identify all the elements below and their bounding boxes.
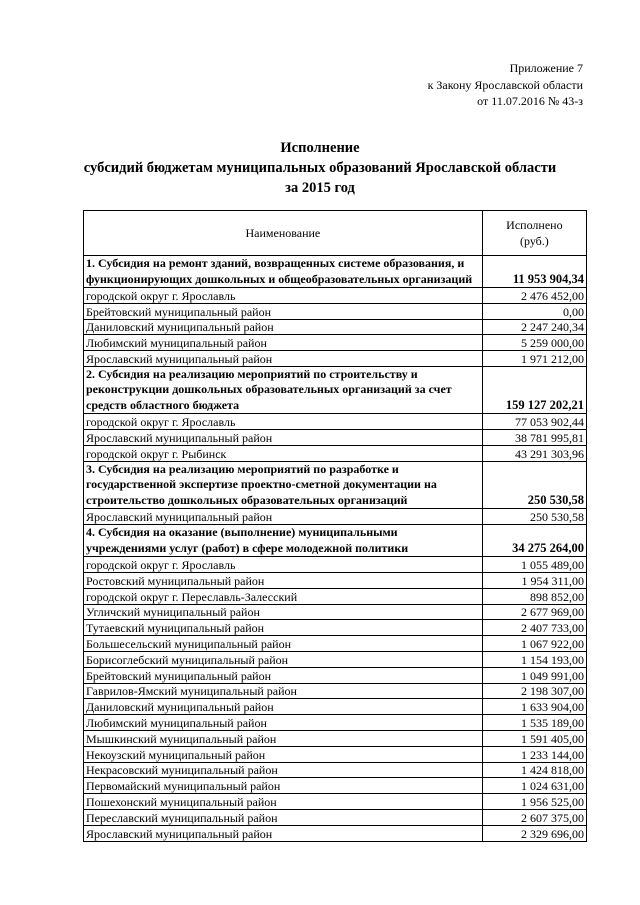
row-amount: 0,00 — [482, 303, 586, 319]
table-row — [84, 715, 587, 731]
row-name: Любимский муниципальный район — [84, 715, 483, 731]
table-row — [84, 319, 587, 335]
section-title: 3. Субсидия на реализацию мероприятий по разработке и государственной экспертизе проектно-сметной документации на строительство дошкольных образовательных организаций — [84, 461, 483, 509]
table-row — [84, 762, 587, 778]
table-row — [84, 446, 587, 462]
row-name: Борисоглебский муниципальный район — [84, 651, 483, 667]
row-amount: 38 781 995,81 — [482, 430, 586, 446]
row-name: Даниловский муниципальный район — [84, 319, 483, 335]
row-name: Угличский муниципальный район — [84, 604, 483, 620]
section-total: 250 530,58 — [482, 461, 586, 509]
row-amount: 1 233 144,00 — [482, 746, 586, 762]
section-row — [84, 525, 587, 557]
title-line: за 2015 год — [285, 180, 355, 196]
row-name: городской округ г. Ярославль — [84, 288, 483, 304]
row-amount: 1 954 311,00 — [482, 572, 586, 588]
row-amount: 1 154 193,00 — [482, 651, 586, 667]
header-name-cell: Наименование — [84, 211, 483, 256]
table-row — [84, 794, 587, 810]
row-name: Гаврилов-Ямский муниципальный район — [84, 683, 483, 699]
row-amount: 2 407 733,00 — [482, 620, 586, 636]
table-row — [84, 604, 587, 620]
section-total: 159 127 202,21 — [482, 366, 586, 414]
table-row — [84, 825, 587, 841]
table-row — [84, 699, 587, 715]
section-title: 1. Субсидия на ремонт зданий, возвращенных системе образования, и функционирующих дошкольных и общеобразовательных организаций — [84, 256, 483, 288]
row-name: Брейтовский муниципальный район — [84, 667, 483, 683]
row-name: городской округ г. Ярославль — [84, 414, 483, 430]
row-amount: 2 607 375,00 — [482, 809, 586, 825]
table-row — [84, 572, 587, 588]
row-amount: 43 291 303,96 — [482, 446, 586, 462]
row-name: Брейтовский муниципальный район — [84, 303, 483, 319]
appendix-block — [428, 60, 583, 110]
row-amount: 2 476 452,00 — [482, 288, 586, 304]
table-row — [84, 809, 587, 825]
row-amount: 1 535 189,00 — [482, 715, 586, 731]
row-name: Ярославский муниципальный район — [84, 825, 483, 841]
section-row — [84, 366, 587, 414]
section-row — [84, 461, 587, 509]
row-name: городской округ г. Ярославль — [84, 557, 483, 573]
title-line: Исполнение — [280, 140, 360, 156]
appendix-line: Приложение 7 — [509, 61, 583, 75]
table-row — [84, 636, 587, 652]
table-row — [84, 288, 587, 304]
header-amount-line: (руб.) — [520, 234, 549, 248]
row-amount: 2 329 696,00 — [482, 825, 586, 841]
table-row — [84, 620, 587, 636]
section-title: 4. Субсидия на оказание (выполнение) муниципальными учреждениями услуг (работ) в сфере молодежной политики — [84, 525, 483, 557]
table-row — [84, 746, 587, 762]
table-row — [84, 588, 587, 604]
row-amount: 2 247 240,34 — [482, 319, 586, 335]
row-amount: 1 424 818,00 — [482, 762, 586, 778]
row-amount: 1 971 212,00 — [482, 351, 586, 367]
appendix-line: от 11.07.2016 № 43-з — [477, 94, 583, 108]
header-amount-cell — [482, 211, 586, 256]
table-row — [84, 778, 587, 794]
row-name: городской округ г. Переславль-Залесский — [84, 588, 483, 604]
row-name: Ярославский муниципальный район — [84, 509, 483, 525]
table-row — [84, 335, 587, 351]
row-name: Любимский муниципальный район — [84, 335, 483, 351]
table-row — [84, 730, 587, 746]
row-name: городской округ г. Рыбинск — [84, 446, 483, 462]
document-title — [0, 138, 640, 198]
row-amount: 1 633 904,00 — [482, 699, 586, 715]
row-name: Даниловский муниципальный район — [84, 699, 483, 715]
row-amount: 5 259 000,00 — [482, 335, 586, 351]
table-row — [84, 414, 587, 430]
table-header-row — [84, 211, 587, 256]
subsidies-table — [83, 210, 587, 842]
row-name: Тутаевский муниципальный район — [84, 620, 483, 636]
row-amount: 1 591 405,00 — [482, 730, 586, 746]
row-amount: 1 024 631,00 — [482, 778, 586, 794]
header-amount-line: Исполнено — [506, 218, 563, 232]
table-row — [84, 351, 587, 367]
section-total: 34 275 264,00 — [482, 525, 586, 557]
table-row — [84, 303, 587, 319]
row-name: Мышкинский муниципальный район — [84, 730, 483, 746]
table-row — [84, 667, 587, 683]
row-amount: 1 049 991,00 — [482, 667, 586, 683]
row-amount: 77 053 902,44 — [482, 414, 586, 430]
row-amount: 1 067 922,00 — [482, 636, 586, 652]
row-name: Ярославский муниципальный район — [84, 430, 483, 446]
table-row — [84, 509, 587, 525]
section-total: 11 953 904,34 — [482, 256, 586, 288]
row-name: Переславский муниципальный район — [84, 809, 483, 825]
row-name: Ярославский муниципальный район — [84, 351, 483, 367]
row-amount: 1 055 489,00 — [482, 557, 586, 573]
section-title: 2. Субсидия на реализацию мероприятий по строительству и реконструкции дошкольных образовательных организаций за счет средств областного бюджета — [84, 366, 483, 414]
appendix-line: к Закону Ярославской области — [427, 77, 583, 92]
table-row — [84, 557, 587, 573]
row-amount: 250 530,58 — [482, 509, 586, 525]
row-name: Ростовский муниципальный район — [84, 572, 483, 588]
table-row — [84, 651, 587, 667]
row-amount: 2 198 307,00 — [482, 683, 586, 699]
row-amount: 898 852,00 — [482, 588, 586, 604]
row-name: Некоузский муниципальный район — [84, 746, 483, 762]
row-amount: 1 956 525,00 — [482, 794, 586, 810]
section-row — [84, 256, 587, 288]
title-line: субсидий бюджетам муниципальных образований Ярославской области — [83, 160, 557, 176]
row-amount: 2 677 969,00 — [482, 604, 586, 620]
row-name: Некрасовский муниципальный район — [84, 762, 483, 778]
table-row — [84, 683, 587, 699]
row-name: Большесельский муниципальный район — [84, 636, 483, 652]
row-name: Первомайский муниципальный район — [84, 778, 483, 794]
table-row — [84, 430, 587, 446]
row-name: Пошехонский муниципальный район — [84, 794, 483, 810]
